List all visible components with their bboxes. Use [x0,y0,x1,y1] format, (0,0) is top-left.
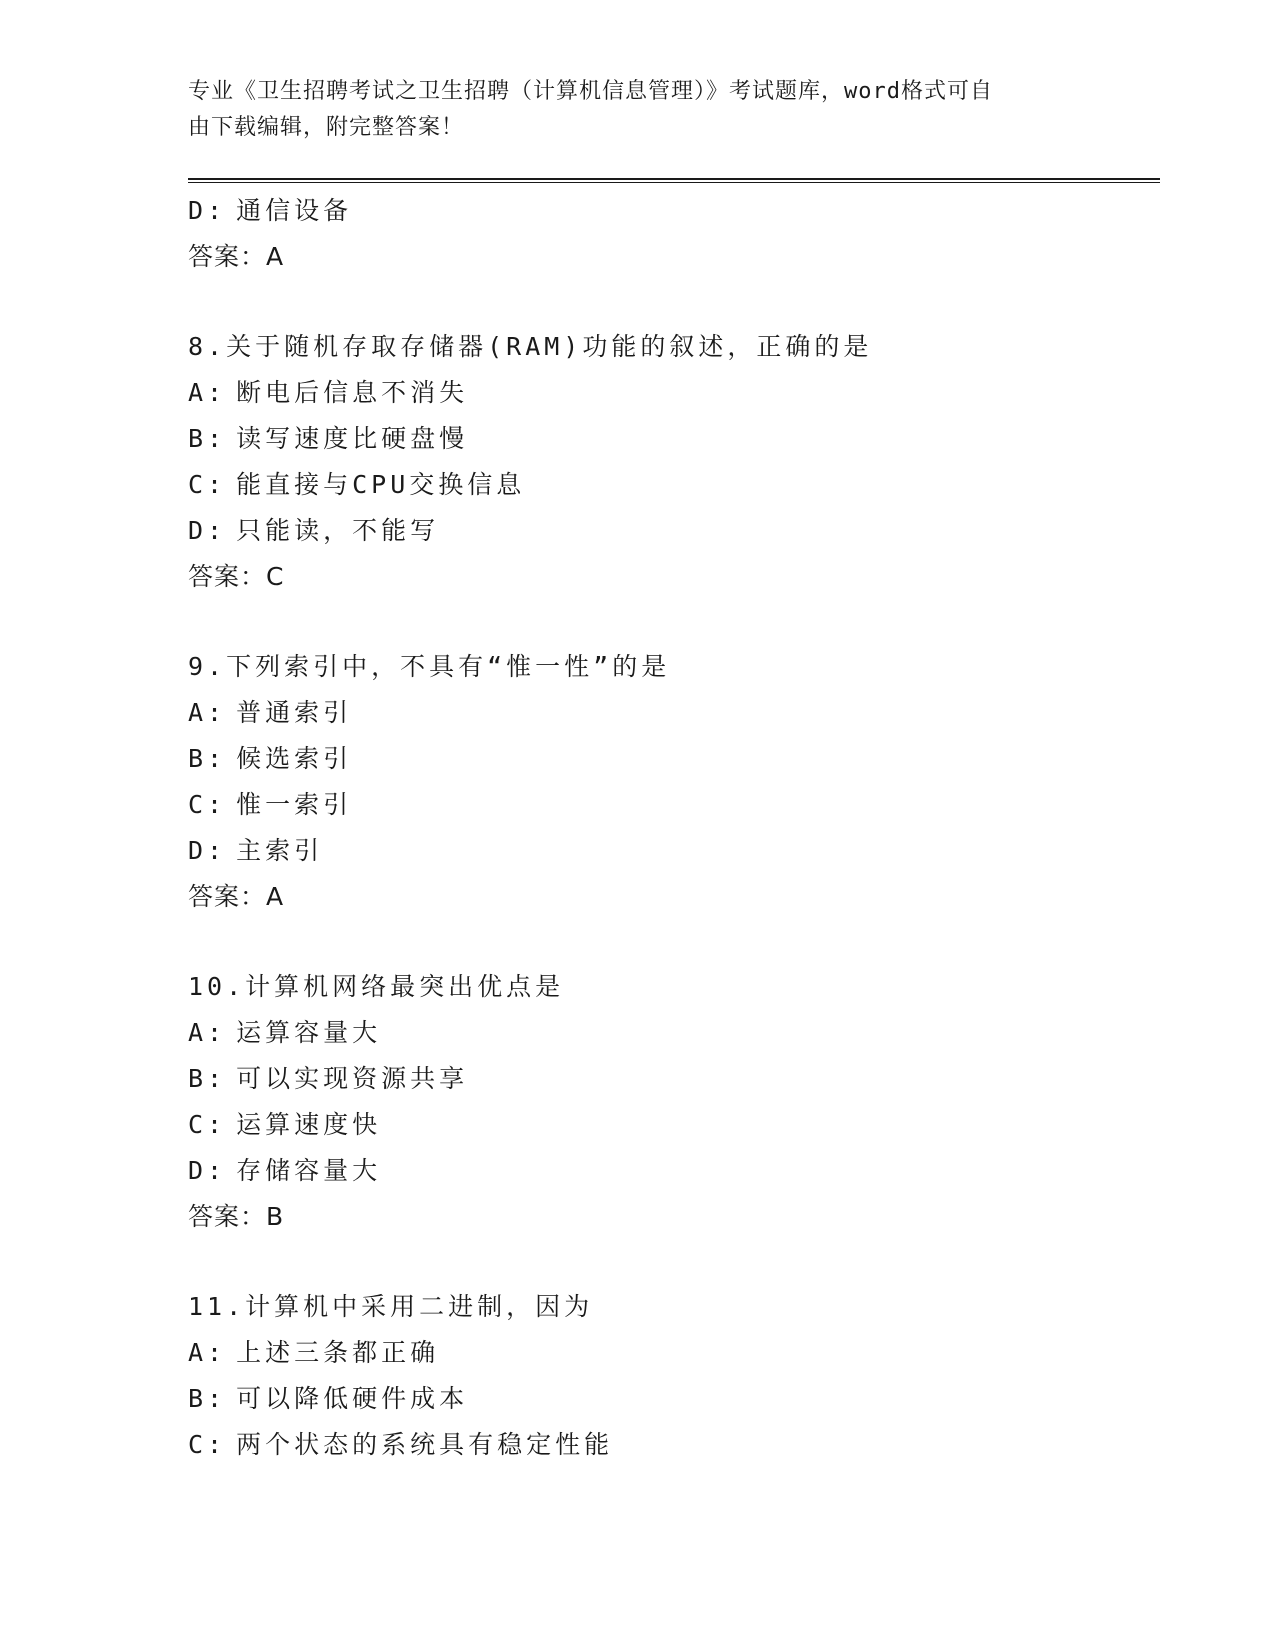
option-a [188,370,1148,416]
option-b [188,1376,1148,1422]
spacer [188,1240,1148,1284]
option-key: B: [188,1384,227,1413]
option-d [188,508,1148,554]
option-d [188,188,1148,234]
question-stem: 8.关于随机存取存储器(RAM)功能的叙述，正确的是 [188,332,873,361]
option-b [188,736,1148,782]
option-key: D: [188,1156,227,1185]
option-key: D: [188,196,227,225]
option-text: 惟一索引 [236,790,353,819]
option-c [188,1102,1148,1148]
option-text: 通信设备 [236,196,353,225]
option-text: 只能读，不能写 [236,516,440,545]
question-stem: 11.计算机中采用二进制，因为 [188,1292,594,1321]
option-key: C: [188,470,227,499]
spacer [188,600,1148,644]
answer-line: 答案：B [188,1202,285,1231]
option-key: A: [188,378,227,407]
option-key: B: [188,744,227,773]
option-text: 可以降低硬件成本 [236,1384,469,1413]
question-stem: 9.下列索引中，不具有“惟一性”的是 [188,652,671,681]
question-stem: 10.计算机网络最突出优点是 [188,972,565,1001]
header-line-1: 专业《卫生招聘考试之卫生招聘（计算机信息管理）》考试题库，word格式可自 [188,79,993,104]
option-c [188,462,1148,508]
option-key: C: [188,1110,227,1139]
option-key: B: [188,424,227,453]
spacer [188,280,1148,324]
document-header [188,74,1068,146]
header-divider [188,178,1160,183]
option-text: 读写速度比硬盘慢 [236,424,469,453]
option-text: 两个状态的系统具有稳定性能 [236,1430,614,1459]
option-text: 候选索引 [236,744,353,773]
question-list [188,188,1148,1468]
option-b [188,416,1148,462]
option-key: D: [188,516,227,545]
spacer [188,920,1148,964]
option-c [188,1422,1148,1468]
option-key: A: [188,1018,227,1047]
option-key: C: [188,1430,227,1459]
option-c [188,782,1148,828]
option-text: 普通索引 [236,698,353,727]
answer-line: 答案：A [188,882,285,911]
option-d [188,1148,1148,1194]
option-key: D: [188,836,227,865]
option-key: C: [188,790,227,819]
option-a [188,690,1148,736]
option-text: 主索引 [236,836,324,865]
option-text: 能直接与CPU交换信息 [236,470,526,499]
option-key: A: [188,1338,227,1367]
option-key: A: [188,698,227,727]
option-text: 运算容量大 [236,1018,382,1047]
option-key: B: [188,1064,227,1093]
option-text: 可以实现资源共享 [236,1064,469,1093]
option-text: 运算速度快 [236,1110,382,1139]
answer-line: 答案：C [188,562,285,591]
option-b [188,1056,1148,1102]
option-text: 存储容量大 [236,1156,382,1185]
option-d [188,828,1148,874]
option-text: 上述三条都正确 [236,1338,440,1367]
option-text: 断电后信息不消失 [236,378,469,407]
answer-line: 答案：A [188,242,285,271]
header-line-2: 由下载编辑，附完整答案！ [188,115,465,140]
option-a [188,1010,1148,1056]
option-a [188,1330,1148,1376]
